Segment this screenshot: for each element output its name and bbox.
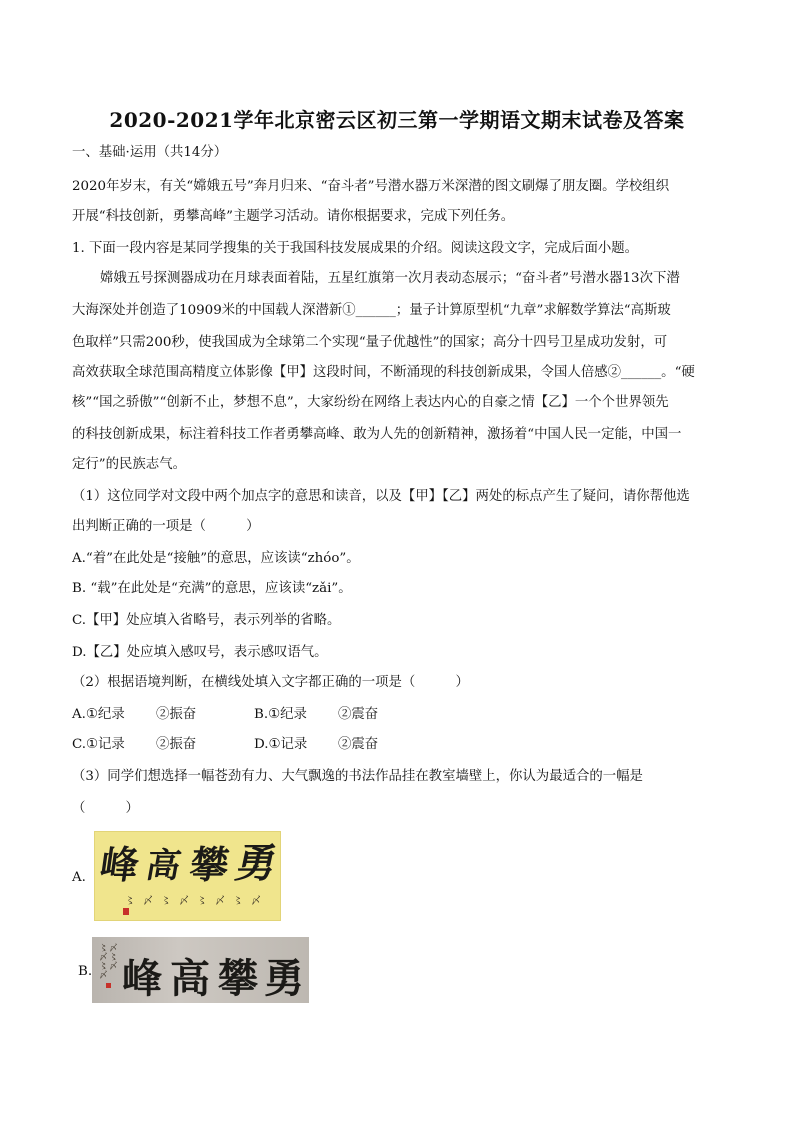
option-1a: A.“着”在此处是“接触”的意思，应该读“zhóo”。 [72,551,360,566]
sub-question-1-cont: 出判断正确的一项是（ ） [72,519,260,534]
inscription-mark: 〻 [161,896,171,907]
calligraphy-char: 勇 [264,955,304,1002]
option-2a-part2: ②振奋 [156,707,197,722]
image-a-label: A. [72,870,86,885]
passage-line-2: 大海深处并创造了10909米的中国载人深潜新①______；量子计算原型机“九章”求解数学算法“高斯玻 [72,303,671,318]
inscription-mark: 〆〻〆 [107,943,117,970]
passage-line-1: 嫦娥五号探测器成功在月球表面着陆，五星红旗第一次月表动态展示；“奋斗者”号潜水器13次下潜 [100,271,680,286]
inscription-mark: 〆 [179,896,189,907]
option-1c: C.【甲】处应填入省略号，表示列举的省略。 [72,613,341,628]
image-b-label: B. [78,964,93,979]
sub-question-1: （1）这位同学对文段中两个加点字的意思和读音，以及【甲】【乙】两处的标点产生了疑问，请你帮他选 [72,489,690,504]
section-heading: 一、基础·运用（共14分） [72,145,228,160]
option-2b-part1: B.①纪录 [254,707,307,722]
option-2c-part1: C.①记录 [72,737,125,752]
inscription-mark: 〻 [197,896,207,907]
passage-line-3: 色取样”只需200秒，使我国成为全球第二个实现“量子优越性”的国家；高分十四号卫星成功发射，可 [72,335,668,350]
calligraphy-char: 攀 [218,955,258,1002]
page-title: 2020-2021学年北京密云区初三第一学期语文期末试卷及答案 [109,108,685,132]
passage-line-6: 的科技创新成果，标注着科技工作者勇攀高峰、敢为人先的创新精神，激扬着“中国人民一定能，中国一 [72,427,682,442]
red-seal [106,983,111,988]
option-2d-part2: ②震奋 [338,737,379,752]
red-seal [123,908,129,915]
calligraphy-char: 峰 [122,955,162,1002]
sub-question-3: （3）同学们想选择一幅苍劲有力、大气飘逸的书法作品挂在教室墙壁上，你认为最适合的一幅是 [72,769,643,784]
calligraphy-image-b [92,937,309,1003]
option-2c-part2: ②振奋 [156,737,197,752]
calligraphy-char: 攀 [187,842,232,887]
option-2a-part1: A.①纪录 [72,707,125,722]
option-2b-part2: ②震奋 [338,707,379,722]
option-2d-part1: D.①记录 [254,737,308,752]
option-1b: B. “载”在此处是“充满”的意思，应该读“zǎi”。 [72,581,352,596]
passage-line-4: 高效获取全球范围高精度立体影像【甲】这段时间，不断涌现的科技创新成果，令国人倍感②______。“硬 [72,365,695,380]
inscription-mark: 〻〆〻〆 [97,943,107,979]
inscription-mark: 〆 [215,896,225,907]
question-1: 1. 下面一段内容是某同学搜集的关于我国科技发展成果的介绍。阅读这段文字，完成后面小题。 [72,241,639,256]
intro-line-1: 2020年岁末，有关“嫦娥五号”奔月归来、“奋斗者”号潜水器万米深潜的图文刷爆了朋友圈。学校组织 [72,179,670,194]
intro-line-2: 开展“科技创新，勇攀高峰”主题学习活动。请你根据要求，完成下列任务。 [72,209,515,224]
option-1d: D.【乙】处应填入感叹号，表示感叹语气。 [72,645,328,660]
passage-line-7: 定行”的民族志气。 [72,457,186,472]
inscription-mark: 〻 [125,896,135,907]
calligraphy-image-a [94,831,281,921]
sub-question-2: （2）根据语境判断，在横线处填入文字都正确的一项是（ ） [72,675,469,690]
inscription-mark: 〆 [251,896,261,907]
calligraphy-char: 高 [142,846,184,886]
passage-line-5: 核”“国之骄傲”“创新不止，梦想不息”，大家纷纷在网络上表达内心的自豪之情【乙】一个个世界领先 [72,395,669,410]
inscription-mark: 〆 [143,896,153,907]
calligraphy-char: 峰 [97,842,142,887]
calligraphy-char: 高 [170,955,210,1002]
sub-question-3-cont: （ ） [72,801,139,816]
calligraphy-char: 勇 [231,840,282,887]
inscription-mark: 〻 [233,896,243,907]
